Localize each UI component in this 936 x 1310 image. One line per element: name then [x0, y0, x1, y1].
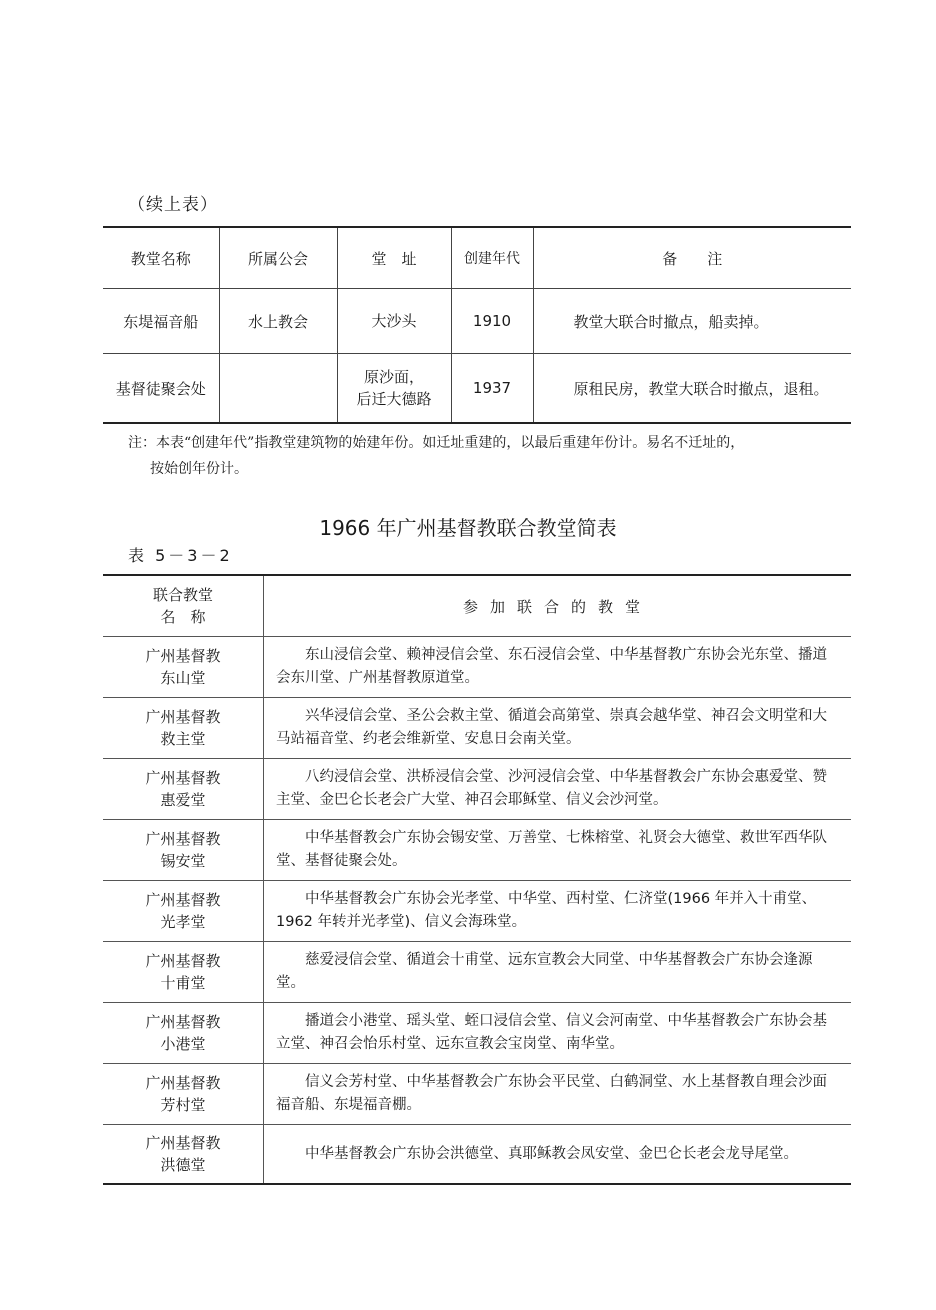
table-row: [103, 759, 851, 820]
association-cell: 水上教会: [219, 289, 337, 354]
table-row: [103, 1064, 851, 1125]
united-church-name-cell: [103, 1003, 264, 1064]
table-row: [103, 354, 851, 424]
header-participating-churches: 参加联合的教堂: [264, 575, 852, 637]
address-cell: [337, 354, 451, 424]
year-cell: 1910: [451, 289, 533, 354]
table-row: [103, 289, 851, 354]
address-line: 大沙头: [371, 312, 417, 330]
participating-churches-cell: 播道会小港堂、瑶头堂、蛭口浸信会堂、信义会河南堂、中华基督教会广东协会基立堂、神召会怡乐村堂、远东宣教会宝岗堂、南华堂。: [264, 1003, 852, 1064]
header-line: 名 称: [160, 608, 206, 626]
participating-churches-cell: 中华基督教会广东协会锡安堂、万善堂、七株榕堂、礼贤会大德堂、救世军西华队堂、基督徒聚会处。: [264, 820, 852, 881]
united-church-name-cell: [103, 1064, 264, 1125]
address-line: 后迁大德路: [356, 390, 432, 408]
table-note: [128, 430, 868, 482]
association-cell: [219, 354, 337, 424]
united-church-name-cell: [103, 698, 264, 759]
church-name-line: 广州基督教: [145, 1013, 221, 1031]
church-name-line: 芳村堂: [160, 1096, 206, 1114]
address-cell: [337, 289, 451, 354]
participating-churches-cell: 中华基督教会广东协会光孝堂、中华堂、西村堂、仁济堂(1966 年并入十甫堂、1962 年转并光孝堂)、信义会海珠堂。: [264, 881, 852, 942]
header-year: 创建年代: [451, 227, 533, 289]
church-name-line: 广州基督教: [145, 769, 221, 787]
address-line: 原沙面，: [363, 368, 424, 386]
united-church-name-cell: [103, 881, 264, 942]
church-name-line: 广州基督教: [145, 1134, 221, 1152]
church-name-line: 救主堂: [160, 730, 206, 748]
header-remark: 备 注: [533, 227, 851, 289]
table-row: [103, 637, 851, 698]
church-name-line: 十甫堂: [160, 974, 206, 992]
note-line: 按始创年份计。: [150, 461, 248, 477]
church-name-cell: 东堤福音船: [103, 289, 219, 354]
note-line: 注：本表“创建年代”指教堂建筑物的始建年份。如迁址重建的，以最后重建年份计。易名不迁址的，: [128, 435, 745, 451]
church-name-line: 锡安堂: [160, 852, 206, 870]
header-association: 所属公会: [219, 227, 337, 289]
table-title: 1966 年广州基督教联合教堂简表: [319, 516, 617, 540]
remark-cell: 原租民房，教堂大联合时撤点，退租。: [533, 354, 851, 424]
table-row: [103, 942, 851, 1003]
church-name-line: 东山堂: [160, 669, 206, 687]
table-number: 表 5－3－2: [128, 546, 233, 565]
church-name-line: 小港堂: [160, 1035, 206, 1053]
united-church-name-cell: [103, 637, 264, 698]
header-church-name: 教堂名称: [103, 227, 219, 289]
continuation-label: （续上表）: [128, 195, 218, 215]
table-row: [103, 820, 851, 881]
church-name-line: 广州基督教: [145, 830, 221, 848]
churches-table: [103, 226, 851, 424]
participating-churches-cell: 中华基督教会广东协会洪德堂、真耶稣教会凤安堂、金巴仑长老会龙导尾堂。: [305, 1145, 798, 1162]
remark-cell: 教堂大联合时撤点，船卖掉。: [533, 289, 851, 354]
table-header-row: [103, 575, 851, 637]
table-header-row: [103, 227, 851, 289]
united-church-name-cell: [103, 942, 264, 1003]
church-name-line: 惠爱堂: [160, 791, 206, 809]
year-cell: 1937: [451, 354, 533, 424]
church-name-line: 广州基督教: [145, 952, 221, 970]
church-name-line: 广州基督教: [145, 647, 221, 665]
church-name-cell: 基督徒聚会处: [115, 379, 206, 398]
participating-churches-cell: 兴华浸信会堂、圣公会救主堂、循道会高第堂、崇真会越华堂、神召会文明堂和大马站福音堂、约老会维新堂、安息日会南关堂。: [264, 698, 852, 759]
united-church-name-cell: [103, 759, 264, 820]
united-church-name-cell: [103, 820, 264, 881]
united-churches-table: [103, 574, 851, 1185]
united-church-name-cell: [103, 1125, 264, 1185]
header-united-church-name: [103, 575, 264, 637]
church-name-line: 广州基督教: [145, 891, 221, 909]
table-row: [103, 1003, 851, 1064]
participating-churches-cell: 八约浸信会堂、洪桥浸信会堂、沙河浸信会堂、中华基督教会广东协会惠爱堂、赞主堂、金巴仑长老会广大堂、神召会耶稣堂、信义会沙河堂。: [264, 759, 852, 820]
table-row: [103, 698, 851, 759]
participating-churches-cell: 信义会芳村堂、中华基督教会广东协会平民堂、白鹤洞堂、水上基督教自理会沙面福音船、东堤福音棚。: [264, 1064, 852, 1125]
participating-churches-cell: 东山浸信会堂、赖神浸信会堂、东石浸信会堂、中华基督教广东协会光东堂、播道会东川堂、广州基督教原道堂。: [264, 637, 852, 698]
table-row: [103, 881, 851, 942]
church-name-line: 光孝堂: [160, 913, 206, 931]
church-name-line: 广州基督教: [145, 1074, 221, 1092]
table-row: [103, 1125, 851, 1185]
header-address: 堂 址: [337, 227, 451, 289]
participating-churches-cell: 慈爱浸信会堂、循道会十甫堂、远东宣教会大同堂、中华基督教会广东协会逢源堂。: [264, 942, 852, 1003]
church-name-line: 洪德堂: [160, 1156, 206, 1174]
header-line: 联合教堂: [152, 586, 213, 604]
church-name-line: 广州基督教: [145, 708, 221, 726]
